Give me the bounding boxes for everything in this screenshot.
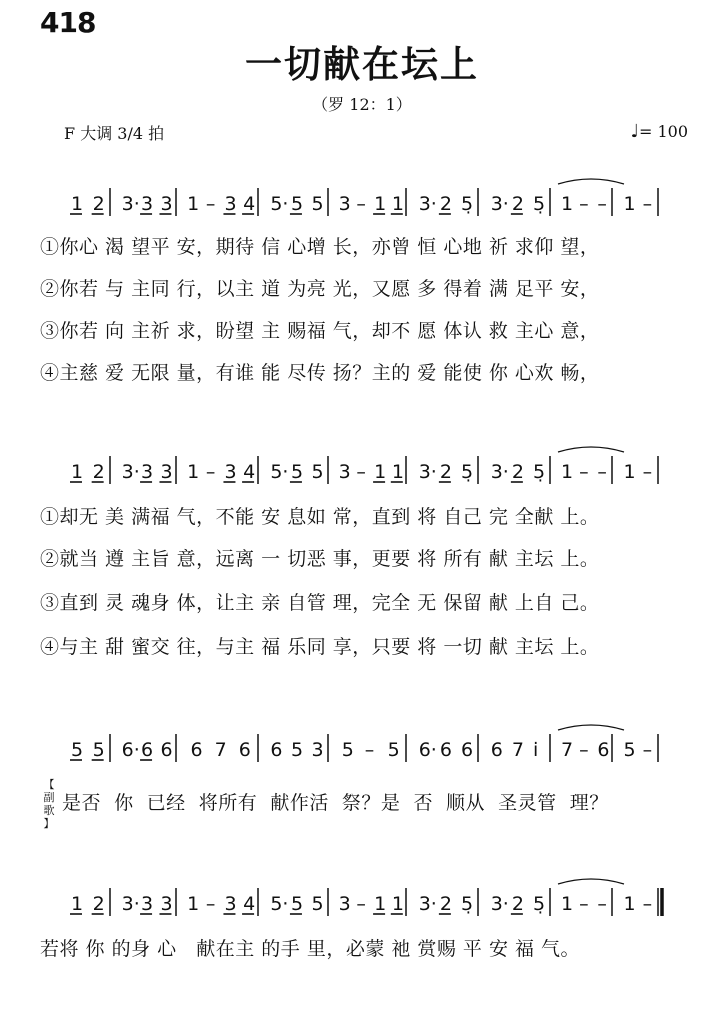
note-7-1: 3· [490,893,509,915]
note-6-3: 5̣ [461,893,474,915]
note-3-3: 3 [224,893,237,915]
tie-arc [558,447,624,452]
tie-arc [558,879,624,884]
note-3-1: 1 [187,193,200,215]
note-4-2: 5 [290,193,304,215]
note-4-1: 5· [270,461,289,483]
note-5-1: 5 [341,739,354,761]
note-2-3: 3 [160,461,173,483]
note-2-1: 3· [121,193,140,215]
note-6-1: 3· [418,893,437,915]
note-2-2: 3 [141,193,154,215]
note-7-2: 2 [511,893,524,915]
verse-line-4b: ④与主 甜 蜜交 往，与主 福 乐同 享，只要 将 一切 献 主坛 上。 [40,636,600,658]
note-5-4: 1 [391,893,404,915]
verse-line-2a: ②你若 与 主同 行，以主 道 为亮 光，又愿 多 得着 满 足平 安， [40,278,600,300]
note-7-3: 5̣ [533,893,546,915]
note-6-3: 6 [461,739,474,761]
note-7-3: 5̣ [533,193,546,215]
staff-2 [58,448,688,492]
note-7-2: 2 [511,193,524,215]
note-2-1: 3· [121,461,140,483]
note-4-2: 5 [290,461,304,483]
verse-line-1a: ①你心 渴 望平 安，期待 信 心增 长，亦曾 恒 心地 祈 求仰 望， [40,236,600,258]
staff-1 [58,180,688,224]
note-4-1: 5· [270,193,289,215]
note-3-1: 1 [187,461,200,483]
chorus-bracket-open: 【 [43,778,55,791]
note-4-3: 5 [311,193,324,215]
note-3-4: 4 [243,461,256,483]
note-5-3: 5 [387,739,400,761]
note-7-1: 6 [490,739,503,761]
note-6-1: 6· [418,739,437,761]
note-7-1: 3· [490,461,509,483]
note-2-3: 3 [160,193,173,215]
note-5-1: 3 [338,193,351,215]
note-3-4: 4 [243,193,256,215]
verse-line-2b: ②就当 遵 主旨 意，远离 一 切恶 事，更要 将 所有 献 主坛 上。 [40,548,600,570]
note-5-3: 1 [374,461,387,483]
note-9-1: 1 [623,193,636,215]
verse-line-4a: ④主慈 爱 无限 量，有谁 能 尽传 扬？主的 爱 能使 你 心欢 畅， [40,362,600,384]
note-9-2: – [642,739,653,761]
note-5-2: – [356,893,366,915]
note-2-2: 3 [141,461,154,483]
note-8-3: – [597,893,607,915]
note-9-2: – [642,893,653,915]
note-5-3: 1 [374,193,387,215]
note-4-3: 3 [311,739,324,761]
final-lyric: 若将 你 的身 心 献在主 的手 里，必蒙 祂 赏赐 平 安 福 气。 [40,938,581,960]
note-5-4: 1 [391,461,404,483]
note-4-1: 5· [270,893,289,915]
note-1-2: 2 [92,461,105,483]
staff-3-chorus [58,726,688,770]
note-2-3: 3 [160,893,173,915]
tie-arc [558,725,624,730]
staff-4 [58,880,688,924]
note-8-2: – [579,193,589,215]
note-1-2: 2 [92,193,105,215]
note-7-3: i̇ [533,739,539,761]
quarter-note-icon: ♩ [630,121,639,142]
note-6-1: 3· [418,193,437,215]
note-8-3: – [597,461,607,483]
note-9-2: – [642,193,653,215]
note-3-3: 3 [224,461,237,483]
tempo-value: = 100 [638,122,688,141]
hymn-title: 一切献在坛上 [245,43,479,86]
note-3-2: 7 [214,739,227,761]
note-4-3: 5 [311,893,324,915]
note-2-2: 6 [141,739,154,761]
verse-line-3a: ③你若 向 主祈 求，盼望 主 赐福 气，却不 愿 体认 救 主心 意， [40,320,600,342]
note-2-1: 3· [121,893,140,915]
note-7-1: 3· [490,193,509,215]
note-6-3: 5̣ [461,193,474,215]
note-3-2: – [205,193,216,215]
note-8-1: 1 [560,193,574,215]
note-5-4: 1 [391,193,404,215]
note-8-1: 1 [560,893,574,915]
note-3-3: 3 [224,193,237,215]
note-5-1: 3 [338,461,351,483]
note-7-2: 2 [511,461,524,483]
note-4-2: 5 [290,893,304,915]
note-1-1: 1 [71,193,84,215]
note-8-1: 1 [560,461,574,483]
note-5-2: – [364,739,375,761]
note-3-1: 6 [190,739,203,761]
note-6-2: 2 [439,193,452,215]
note-6-2: 2 [439,461,452,483]
note-7-3: 5̣ [533,461,546,483]
note-8-2: – [579,461,589,483]
note-5-3: 1 [374,893,387,915]
scripture-reference: （罗 12：1） [312,95,412,114]
note-3-1: 1 [187,893,200,915]
note-2-1: 6· [121,739,140,761]
verse-line-1b: ①却无 美 满福 气，不能 安 息如 常，直到 将 自己 完 全献 上。 [40,506,600,528]
chorus-char-1: 副 [43,791,55,804]
note-2-2: 3 [141,893,154,915]
note-8-2: – [579,893,589,915]
note-5-1: 3 [338,893,351,915]
chorus-char-2: 歌 [43,804,55,817]
note-3-4: 4 [243,893,256,915]
note-1-1: 1 [71,893,84,915]
note-6-3: 5̣ [461,461,474,483]
note-3-2: – [205,461,216,483]
note-6-2: 6 [439,739,452,761]
note-5-2: – [356,193,366,215]
hymn-number: 418 [40,6,96,39]
note-5-2: – [356,461,366,483]
note-4-1: 6 [270,739,283,761]
note-1-1: 1 [71,461,84,483]
note-6-2: 2 [439,893,452,915]
note-8-1: 7 [560,739,574,761]
note-3-2: – [205,893,216,915]
note-2-3: 6 [160,739,173,761]
note-8-2: – [579,739,589,761]
tie-arc [558,179,624,184]
note-7-2: 7 [511,739,524,761]
note-3-3: 6 [238,739,251,761]
note-8-3: 6 [597,739,610,761]
note-9-1: 1 [623,893,636,915]
note-1-1: 5 [71,739,84,761]
tempo-marking [630,121,688,142]
note-1-2: 5 [92,739,105,761]
note-6-1: 3· [418,461,437,483]
chorus-lyric: 是否 你 已经 将所有 献作活 祭？是 否 顺从 圣灵管 理？ [62,792,609,814]
note-9-1: 1 [623,461,636,483]
note-9-1: 5 [623,739,636,761]
note-4-2: 5 [290,739,304,761]
note-9-2: – [642,461,653,483]
note-4-3: 5 [311,461,324,483]
key-and-meter: F 大调 3/4 拍 [64,124,165,143]
chorus-bracket-close: 】 [43,817,55,830]
note-1-2: 2 [92,893,105,915]
note-8-3: – [597,193,607,215]
chorus-marker [40,778,58,830]
verse-line-3b: ③直到 灵 魂身 体，让主 亲 自管 理，完全 无 保留 献 上自 己。 [40,592,600,614]
